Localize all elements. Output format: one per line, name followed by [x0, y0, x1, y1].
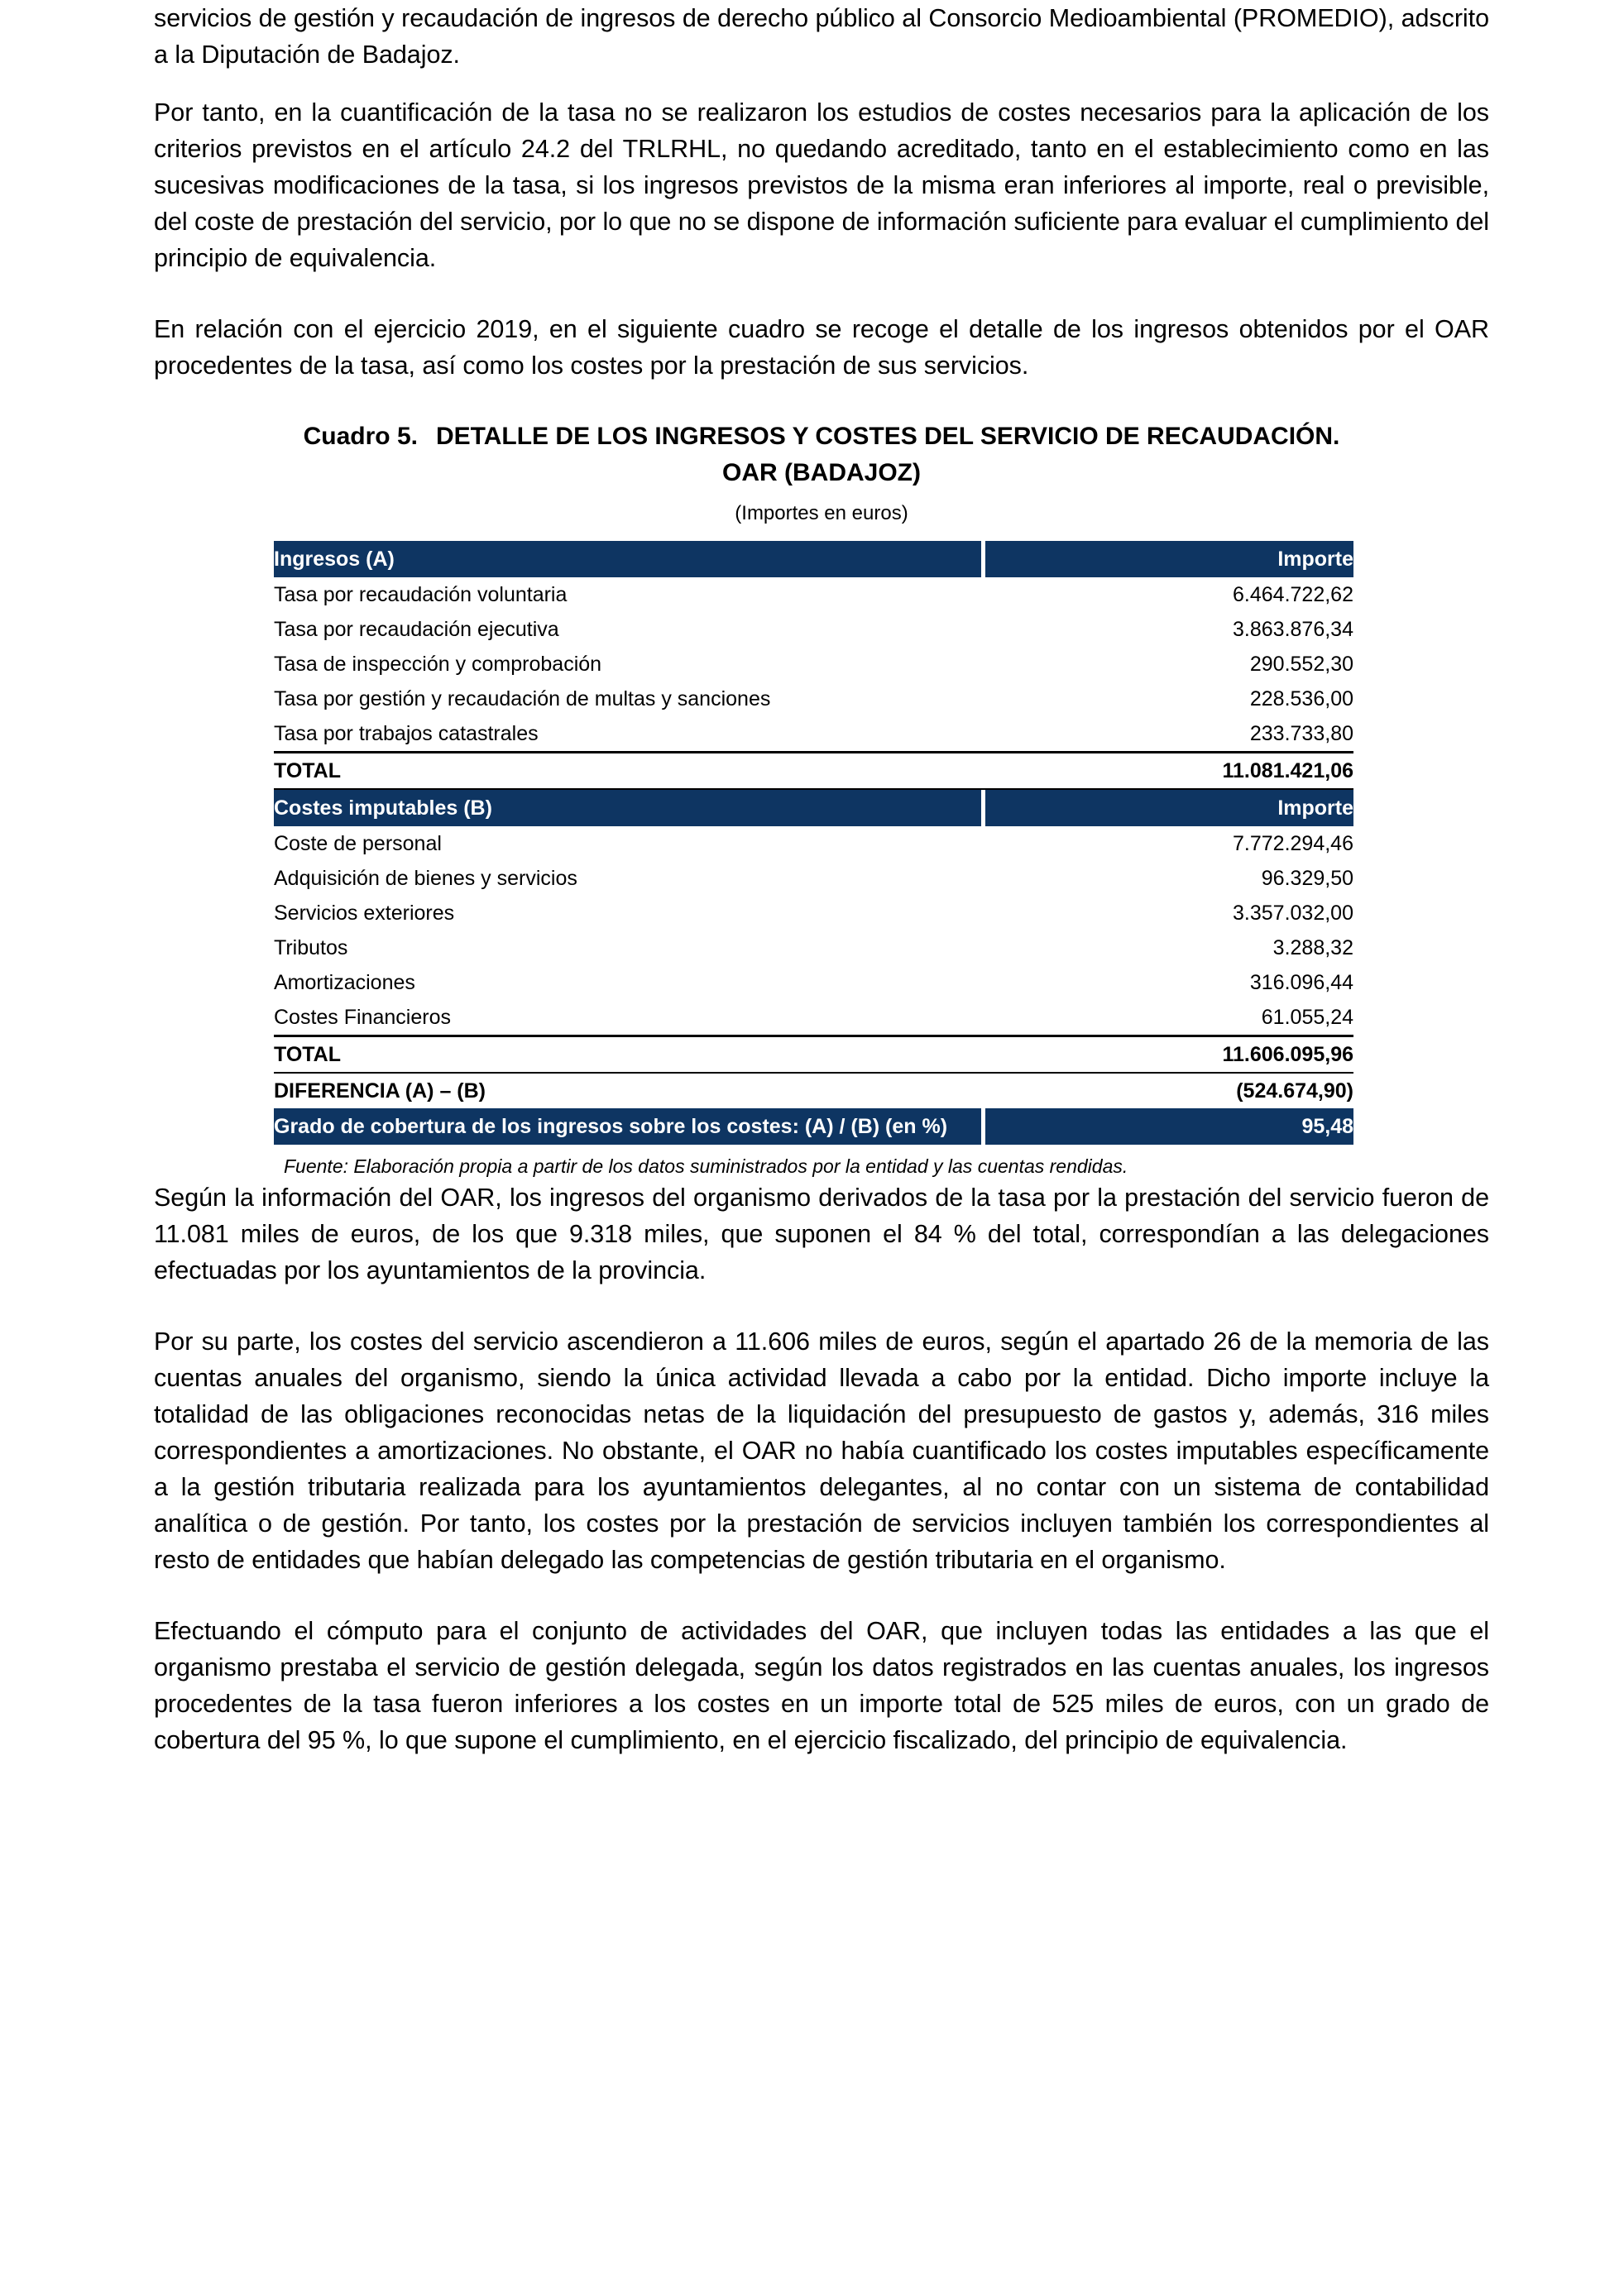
table-header-costes — [274, 789, 1353, 826]
paragraph-ejercicio-2019: En relación con el ejercicio 2019, en el siguiente cuadro se recoge el detalle de los ingresos obtenidos por el OAR procedentes de la tasa, así como los costes por la prestación de sus servicios. — [154, 315, 1489, 380]
paragraph-cuantificacion: Por tanto, en la cuantificación de la tasa no se realizaron los estudios de costes necesarios para la aplicación de los criterios previstos en el artículo 24.2 del TRLRHL, no quedando acreditado, tanto en el establecimiento como en las sucesivas modificaciones de la tasa, si los ingresos previstos de la misma eran inferiores al importe, real o previsible, del coste de prestación del servicio, por lo que no se dispone de información suficiente para evaluar el cumplimiento del principio de equivalencia. — [154, 98, 1489, 272]
table-row — [274, 1000, 1353, 1036]
table-header-ingresos — [274, 541, 1353, 577]
row-label: Servicios exteriores — [274, 902, 455, 925]
table-caption — [154, 419, 1489, 491]
total-value: 11.081.421,06 — [985, 753, 1353, 790]
row-label: Coste de personal — [274, 832, 442, 855]
table-row-total-costes — [274, 1036, 1353, 1074]
table-row — [274, 577, 1353, 612]
header-value-costes: Importe — [985, 789, 1353, 826]
row-label: Tasa por recaudación voluntaria — [274, 583, 568, 606]
table-row-diferencia — [274, 1073, 1353, 1108]
header-label-ingresos: Ingresos (A) — [274, 541, 981, 577]
row-label: Tributos — [274, 936, 348, 959]
row-value: 3.357.032,00 — [1233, 902, 1353, 925]
paragraph-segun-informacion: Según la información del OAR, los ingresos del organismo derivados de la tasa por la prestación del servicio fueron de 11.081 miles de euros, de los que 9.318 miles, que suponen el 84 % del total, correspondían a las delegaciones efectuadas por los ayuntamientos de la provincia. — [154, 1184, 1489, 1284]
row-value: 316.096,44 — [1249, 971, 1353, 994]
table-row — [274, 826, 1353, 861]
diferencia-label: DIFERENCIA (A) – (B) — [274, 1079, 486, 1103]
row-value: 3.288,32 — [1272, 936, 1353, 959]
header-label-costes: Costes imputables (B) — [274, 789, 981, 826]
paragraph-computo: Efectuando el cómputo para el conjunto de actividades del OAR, que incluyen todas las entidades a las que el organismo prestaba el servicio de gestión delegada, según los datos registrados en las cuentas anuales, los ingresos procedentes de la tasa fueron inferiores a los costes en un importe total de 525 miles de euros, con un grado de cobertura del 95 %, lo que supone el cumplimiento, en el ejercicio fiscalizado, del principio de equivalencia. — [154, 1617, 1489, 1754]
table-row — [274, 930, 1353, 965]
row-value: 61.055,24 — [1261, 1006, 1353, 1029]
table-row — [274, 612, 1353, 647]
row-label: Tasa por trabajos catastrales — [274, 722, 539, 745]
row-value: 290.552,30 — [1249, 653, 1353, 676]
total-label: TOTAL — [274, 753, 981, 790]
grado-cobertura-value: 95,48 — [985, 1108, 1353, 1145]
table-row — [274, 716, 1353, 753]
row-value: 228.536,00 — [1249, 687, 1353, 710]
table-caption-title-line2: OAR (BADAJOZ) — [722, 459, 921, 486]
table-row-total-ingresos — [274, 753, 1353, 790]
table-row — [274, 861, 1353, 896]
row-value: 233.733,80 — [1249, 722, 1353, 745]
table-row — [274, 682, 1353, 716]
ingresos-costes-table — [274, 541, 1353, 1145]
table-row — [274, 896, 1353, 930]
table-row-grado-cobertura — [274, 1108, 1353, 1145]
row-value: 96.329,50 — [1261, 867, 1353, 890]
table-caption-title-line1: DETALLE DE LOS INGRESOS Y COSTES DEL SERVICIO DE RECAUDACIÓN. — [435, 423, 1340, 450]
table-caption-number: Cuadro 5. — [303, 423, 418, 450]
table-container — [154, 541, 1489, 1179]
table-row — [274, 965, 1353, 1000]
row-value: 7.772.294,46 — [1233, 832, 1353, 855]
total-label: TOTAL — [274, 1036, 981, 1074]
row-label: Adquisición de bienes y servicios — [274, 867, 577, 890]
row-label: Costes Financieros — [274, 1006, 451, 1029]
total-value: 11.606.095,96 — [985, 1036, 1353, 1074]
grado-cobertura-label: Grado de cobertura de los ingresos sobre los costes: (A) / (B) (en %) — [274, 1108, 981, 1145]
row-label: Tasa por gestión y recaudación de multas y sanciones — [274, 687, 771, 710]
paragraph-costes-servicio: Por su parte, los costes del servicio ascendieron a 11.606 miles de euros, según el apartado 26 de la memoria de las cuentas anuales del organismo, siendo la única actividad llevada a cabo por la entidad. Dicho importe incluye la totalidad de las obligaciones reconocidas netas de la liquidación del presupuesto de gastos y, además, 316 miles correspondientes a amortizaciones. No obstante, el OAR no había cuantificado los costes imputables específicamente a la gestión tributaria realizada para los ayuntamientos delegantes, al no contar con un sistema de contabilidad analítica o de gestión. Por tanto, los costes por la prestación de servicios incluyen también los correspondientes al resto de entidades que habían delegado las competencias de gestión tributaria en el organismo. — [154, 1327, 1489, 1574]
paragraph-intro: servicios de gestión y recaudación de ingresos de derecho público al Consorcio Medioambiental (PROMEDIO), adscrito a la Diputación de Badajoz. — [154, 4, 1489, 69]
row-label: Tasa de inspección y comprobación — [274, 653, 602, 676]
diferencia-value: (524.674,90) — [1236, 1079, 1353, 1103]
table-row — [274, 647, 1353, 682]
row-value: 6.464.722,62 — [1233, 583, 1353, 606]
table-units-note: (Importes en euros) — [735, 502, 908, 524]
table-source-note: Fuente: Elaboración propia a partir de los datos suministrados por la entidad y las cuentas rendidas. — [284, 1155, 1128, 1177]
header-value-ingresos: Importe — [985, 541, 1353, 577]
row-value: 3.863.876,34 — [1233, 618, 1353, 641]
row-label: Amortizaciones — [274, 971, 415, 994]
row-label: Tasa por recaudación ejecutiva — [274, 618, 559, 641]
